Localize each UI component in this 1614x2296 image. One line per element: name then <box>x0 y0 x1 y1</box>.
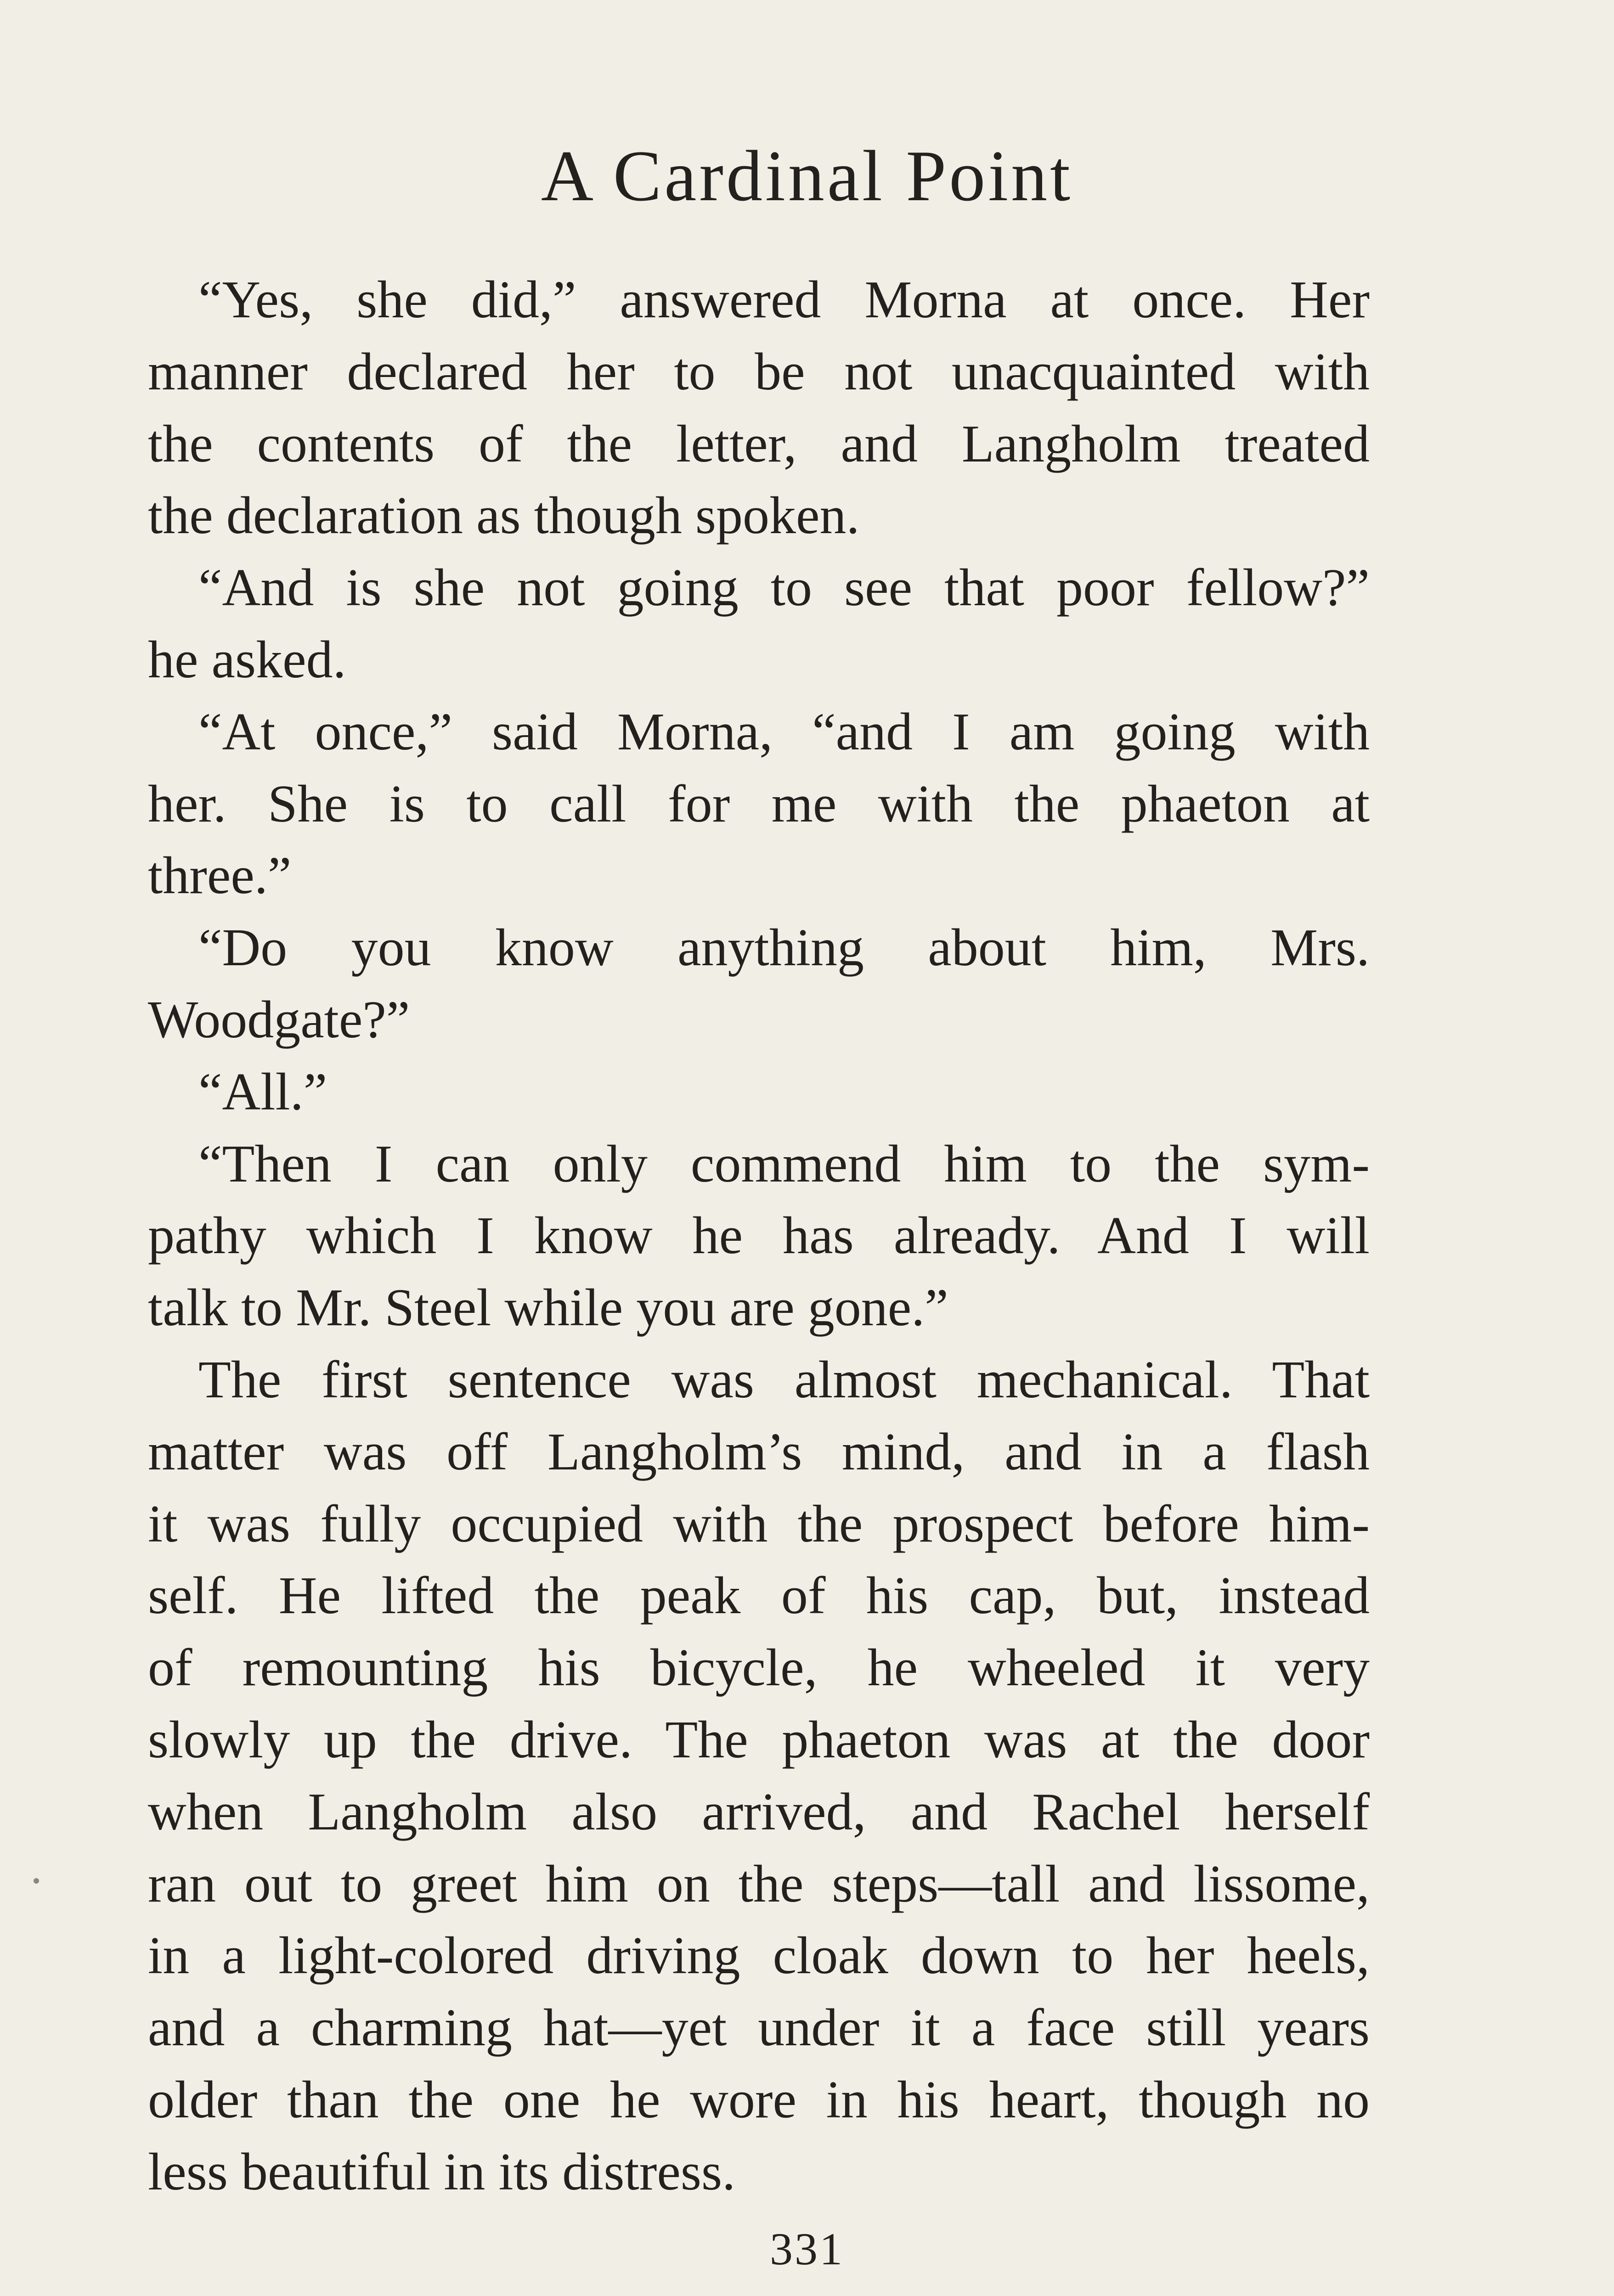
text-line: older than the one he wore in his heart, though no <box>148 2070 1370 2129</box>
text-line: the declaration as though spoken. <box>148 486 860 546</box>
text-line: “At once,” said Morna, “and I am going with <box>198 702 1370 761</box>
text-line: self. He lifted the peak of his cap, but, instead <box>148 1566 1370 1626</box>
text-line: The first sentence was almost mechanical. That <box>198 1350 1370 1409</box>
text-line: three.” <box>148 846 292 906</box>
running-head: A Cardinal Point <box>541 136 1073 216</box>
text-line: ran out to greet him on the steps—tall and lissome, <box>148 1854 1370 1913</box>
text-line: matter was off Langholm’s mind, and in a flash <box>148 1422 1370 1481</box>
page-number: 331 <box>770 2223 844 2274</box>
text-line: “And is she not going to see that poor fellow?” <box>198 558 1370 618</box>
text-line: of remounting his bicycle, he wheeled it very <box>148 1638 1370 1698</box>
ink-speck <box>34 1878 39 1884</box>
text-line: when Langholm also arrived, and Rachel herself <box>148 1782 1370 1841</box>
text-line: in a light-colored driving cloak down to her heels, <box>148 1926 1370 1986</box>
text-line: manner declared her to be not unacquainted with <box>148 342 1370 401</box>
text-line: “Yes, she did,” answered Morna at once. Her <box>198 270 1370 329</box>
text-line: less beautiful in its distress. <box>148 2142 736 2201</box>
text-line: “Do you know anything about him, Mrs. <box>198 918 1370 978</box>
text-line: slowly up the drive. The phaeton was at the door <box>148 1710 1370 1769</box>
text-line: and a charming hat—yet under it a face still years <box>148 1998 1370 2058</box>
text-line: the contents of the letter, and Langholm treated <box>148 414 1370 473</box>
text-line: her. She is to call for me with the phaeton at <box>148 774 1370 833</box>
text-line: talk to Mr. Steel while you are gone.” <box>148 1278 948 1338</box>
text-line: pathy which I know he has already. And I will <box>148 1206 1370 1266</box>
text-line: “Then I can only commend him to the sym- <box>198 1134 1370 1193</box>
text-line: “All.” <box>198 1062 327 1121</box>
text-line: he asked. <box>148 630 346 689</box>
text-line: Woodgate?” <box>148 990 410 1049</box>
text-line: it was fully occupied with the prospect before him- <box>148 1494 1370 1553</box>
body-text <box>148 264 1370 2208</box>
